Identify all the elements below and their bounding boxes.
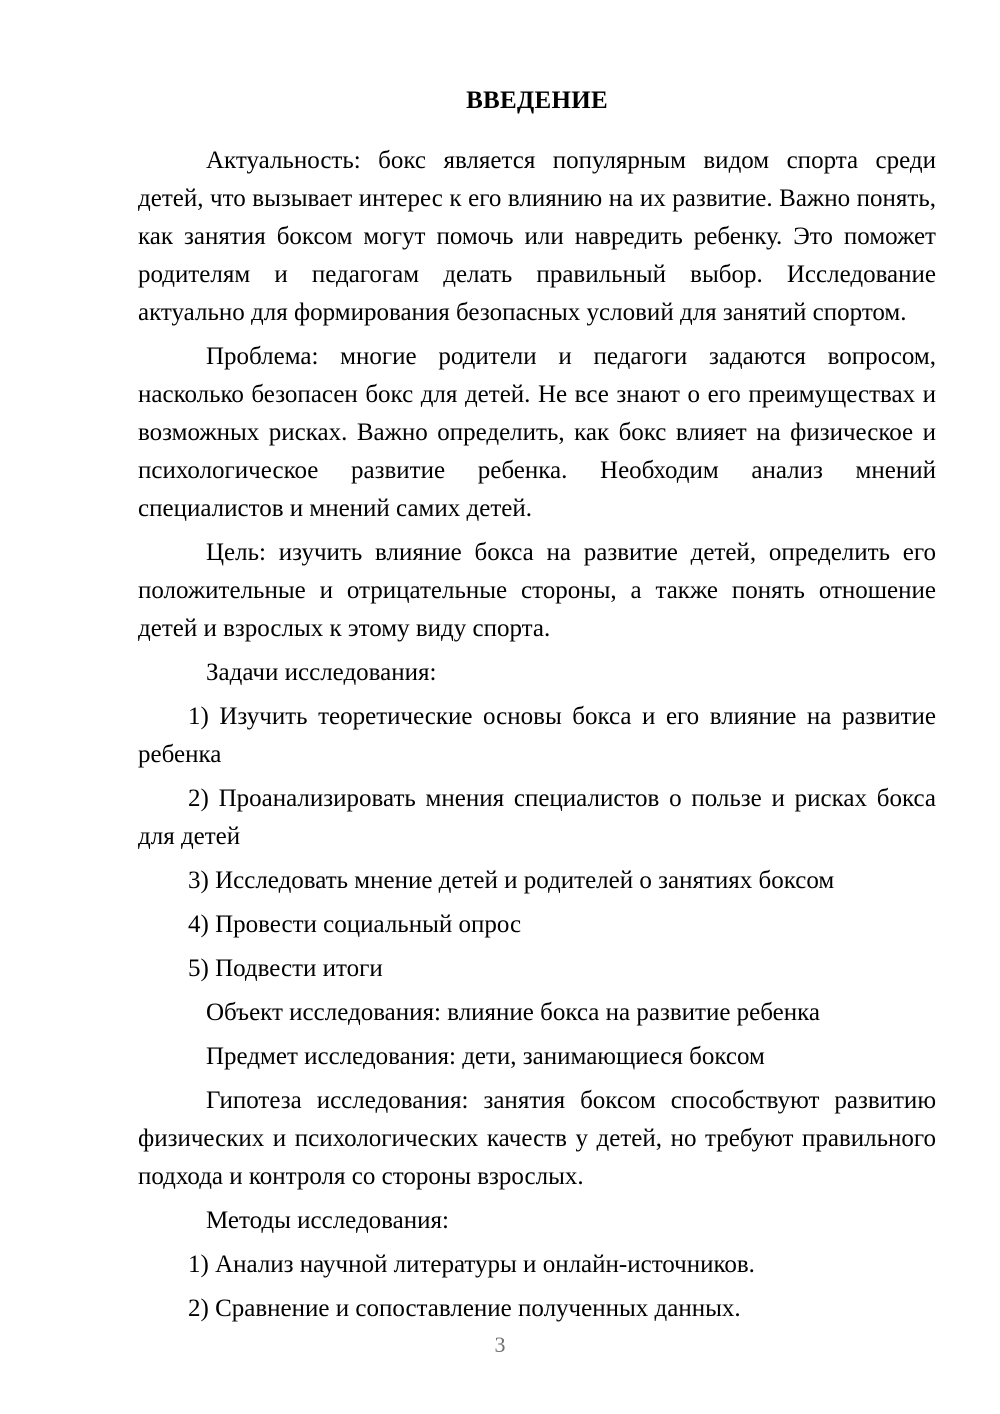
paragraph-hypothesis: Гипотеза исследования: занятия боксом способствуют развитию физических и психологических качеств у детей, но требуют правильного подхода и контроля со стороны взрослых. [138,1087,936,1190]
tasks-heading: Задачи исследования: [206,659,437,686]
task-item-1: 1) Изучить теоретические основы бокса и его влияние на развитие ребенка [138,703,936,768]
paragraph-relevance: Актуальность: бокс является популярным видом спорта среди детей, что вызывает интерес к его влиянию на их развитие. Важно понять, как занятия боксом могут помочь или навредить ребенку. Это поможет родителям и педагогам делать правильный выбор. Исследование актуально для формирования безопасных условий для занятий спортом. [138,147,936,326]
method-item-2: 2) Сравнение и сопоставление полученных данных. [188,1295,741,1322]
task-item-4: 4) Провести социальный опрос [188,911,522,938]
task-item-2: 2) Проанализировать мнения специалистов о пользе и рисках бокса для детей [138,785,936,850]
task-item-5: 5) Подвести итоги [188,955,383,982]
document-body [138,86,936,1334]
methods-heading: Методы исследования: [206,1207,449,1234]
paragraph-goal: Цель: изучить влияние бокса на развитие детей, определить его положительные и отрицательные стороны, а также понять отношение детей и взрослых к этому виду спорта. [138,539,936,642]
task-item-3: 3) Исследовать мнение детей и родителей о занятиях боксом [188,867,835,894]
page-number-footer: 3 [494,1332,506,1357]
paragraph-problem: Проблема: многие родители и педагоги задаются вопросом, насколько безопасен бокс для детей. Не все знают о его преимуществах и возможных рисках. Важно определить, как бокс влияет на физическое и психологическое развитие ребенка. Необходим анализ мнений специалистов и мнений самих детей. [138,343,936,522]
paragraph-object: Объект исследования: влияние бокса на развитие ребенка [206,999,821,1026]
method-item-1: 1) Анализ научной литературы и онлайн-источников. [188,1251,755,1278]
page-title: ВВЕДЕНИЕ [466,87,608,114]
paragraph-subject: Предмет исследования: дети, занимающиеся боксом [206,1043,765,1070]
